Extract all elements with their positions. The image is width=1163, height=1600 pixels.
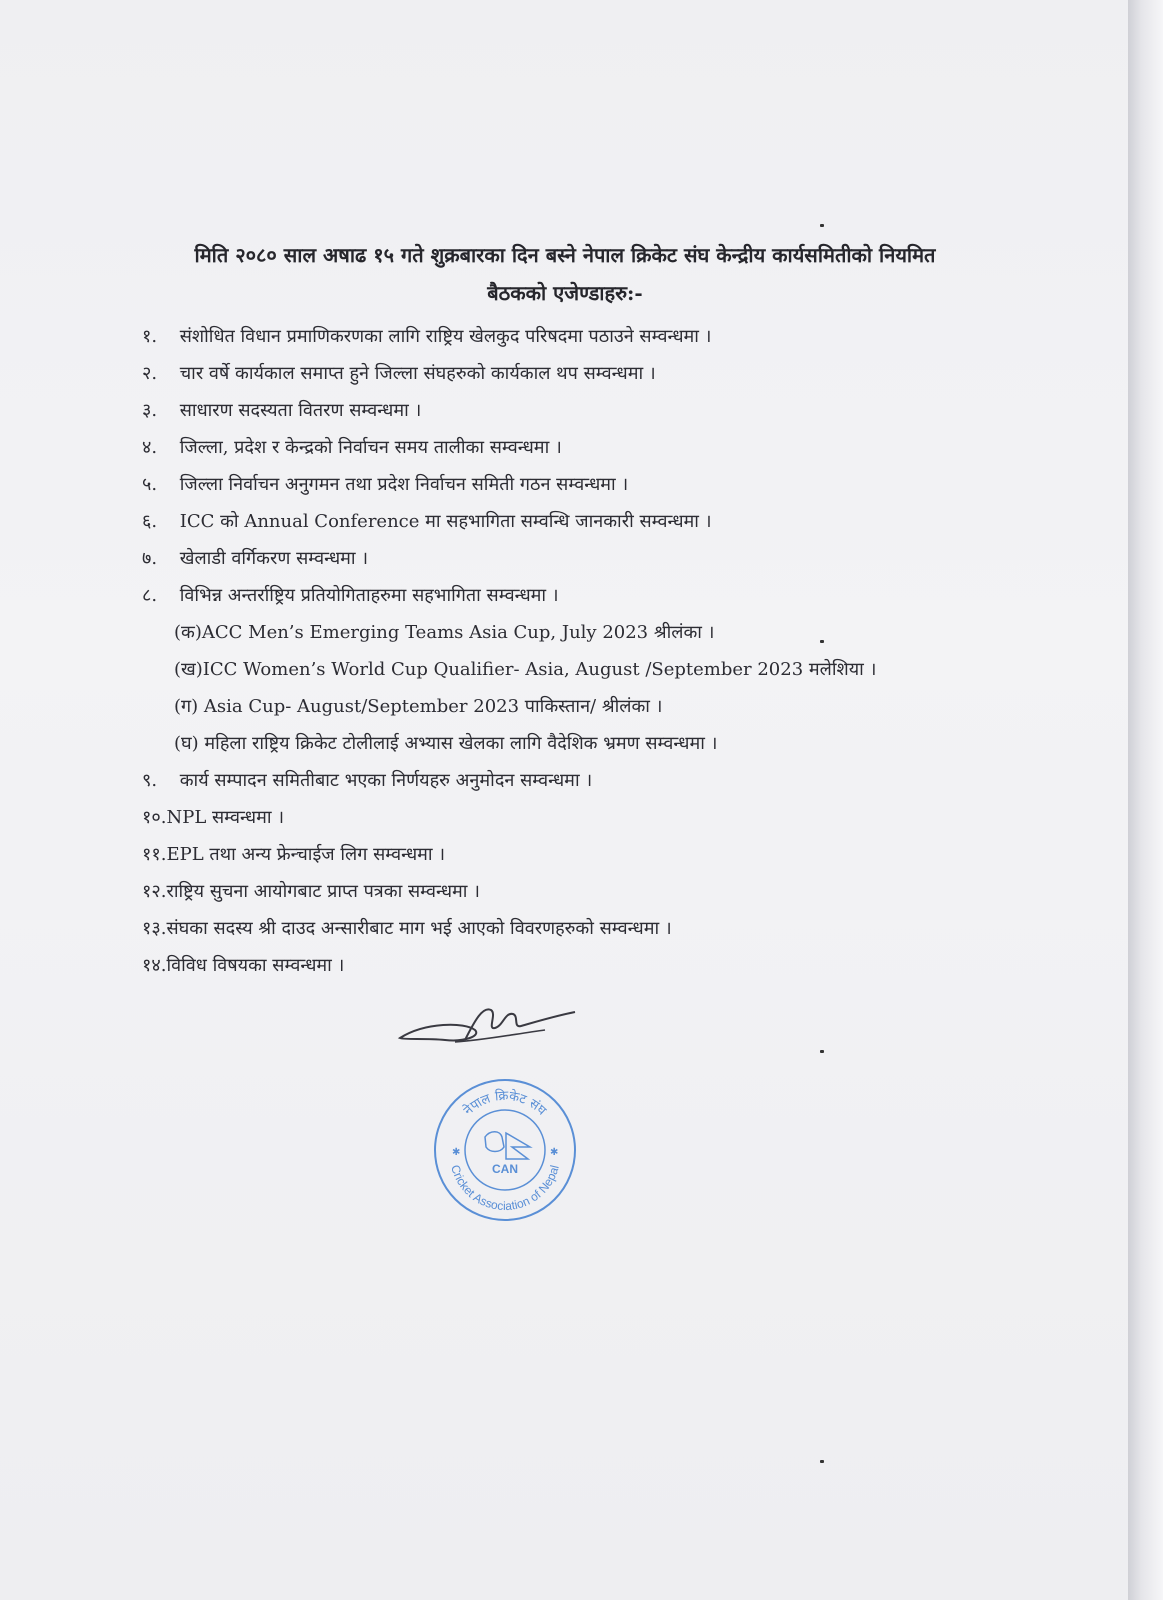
agenda-item	[142, 947, 1042, 984]
organization-seal	[430, 1075, 580, 1225]
item-text: EPL तथा अन्य फ्रेन्चाईज लिग सम्वन्धमा ।	[166, 844, 446, 865]
item-text: राष्ट्रिय सुचना आयोगबाट प्राप्त पत्रका सम्वन्धमा ।	[166, 881, 480, 902]
item-text: NPL सम्वन्धमा ।	[166, 807, 285, 828]
agenda-item	[142, 429, 1042, 466]
agenda-item	[142, 873, 1042, 910]
agenda-item	[142, 910, 1042, 947]
item-text: कार्य सम्पादन समितीबाट भएका निर्णयहरु अनुमोदन सम्वन्धमा ।	[179, 770, 593, 791]
ink-speck	[820, 1460, 824, 1463]
ink-speck	[820, 640, 824, 643]
item-text: विभिन्न अन्तर्राष्ट्रिय प्रतियोगिताहरुमा सहभागिता सम्वन्धमा ।	[179, 585, 559, 606]
seal-center-text: CAN	[492, 1162, 518, 1176]
svg-text:✱: ✱	[550, 1147, 559, 1158]
agenda-sub-item: (घ) महिला राष्ट्रिय क्रिकेट टोलीलाई अभ्यास खेलका लागि वैदेशिक भ्रमण सम्वन्धमा ।	[174, 733, 718, 754]
item-number: ६.	[142, 511, 158, 532]
item-number: ११.	[142, 844, 167, 865]
item-number: १२.	[142, 881, 167, 902]
item-number: १०.	[142, 807, 167, 828]
agenda-item	[142, 540, 1042, 577]
item-number: ५.	[142, 474, 158, 495]
agenda-item	[142, 466, 1042, 503]
item-text: खेलाडी वर्गिकरण सम्वन्धमा ।	[179, 548, 369, 569]
item-number: १४.	[142, 955, 167, 976]
seal-bottom-text: Cricket Association of Nepal	[448, 1163, 562, 1214]
agenda-item	[142, 503, 1042, 540]
item-text: चार वर्षे कार्यकाल समाप्त हुने जिल्ला संघहरुको कार्यकाल थप सम्वन्धमा ।	[179, 363, 656, 384]
item-text: जिल्ला, प्रदेश र केन्द्रको निर्वाचन समय तालीका सम्वन्धमा ।	[179, 437, 562, 458]
agenda-list	[142, 318, 1042, 984]
agenda-item	[142, 836, 1042, 873]
document-heading	[110, 236, 1020, 312]
item-number: ४.	[142, 437, 158, 458]
item-text: विविध विषयका सम्वन्धमा ।	[166, 955, 345, 976]
heading-line-1: मिति २०८० साल अषाढ १५ गते शुक्रबारका दिन बस्ने नेपाल क्रिकेट संघ केन्द्रीय कार्यसमितीको नियमित	[194, 243, 936, 267]
agenda-sub-item: (ग) Asia Cup- August/September 2023 पाकिस्तान/ श्रीलंका ।	[174, 696, 663, 717]
svg-text:नेपाल क्रिकेट संघ	[460, 1088, 549, 1119]
item-number: १३.	[142, 918, 167, 939]
agenda-item	[142, 577, 1042, 614]
seal-top-text: नेपाल क्रिकेट संघ	[461, 1088, 549, 1119]
item-number: ७.	[142, 548, 158, 569]
agenda-item	[142, 799, 1042, 836]
item-number: १.	[142, 326, 158, 347]
svg-text:✱: ✱	[452, 1147, 461, 1158]
agenda-item	[142, 318, 1042, 355]
item-text: संघका सदस्य श्री दाउद अन्सारीबाट माग भई आएको विवरणहरुको सम्वन्धमा ।	[166, 918, 672, 939]
agenda-item	[142, 392, 1042, 429]
paper-edge	[1128, 0, 1163, 1600]
signature-mark	[395, 1000, 585, 1060]
ink-speck	[820, 1050, 824, 1053]
item-text: ICC को Annual Conference मा सहभागिता सम्वन्धि जानकारी सम्वन्धमा ।	[179, 511, 712, 532]
item-number: ३.	[142, 400, 158, 421]
item-number: ९.	[142, 770, 158, 791]
agenda-sub-item: (ख)ICC Women’s World Cup Qualifier- Asia, August /September 2023 मलेशिया ।	[174, 659, 877, 680]
agenda-item	[142, 355, 1042, 392]
item-number: ८.	[142, 585, 158, 606]
heading-line-2: बैठकको एजेण्डाहरु:-	[487, 281, 643, 305]
item-text: जिल्ला निर्वाचन अनुगमन तथा प्रदेश निर्वाचन समिती गठन सम्वन्धमा ।	[179, 474, 629, 495]
item-number: २.	[142, 363, 158, 384]
item-text: साधारण सदस्यता वितरण सम्वन्धमा ।	[179, 400, 422, 421]
agenda-sub-item: (क)ACC Men’s Emerging Teams Asia Cup, July 2023 श्रीलंका ।	[174, 622, 715, 643]
ink-speck	[820, 224, 824, 227]
agenda-item	[142, 762, 1042, 799]
item-text: संशोधित विधान प्रमाणिकरणका लागि राष्ट्रिय खेलकुद परिषदमा पठाउने सम्वन्धमा ।	[179, 326, 712, 347]
